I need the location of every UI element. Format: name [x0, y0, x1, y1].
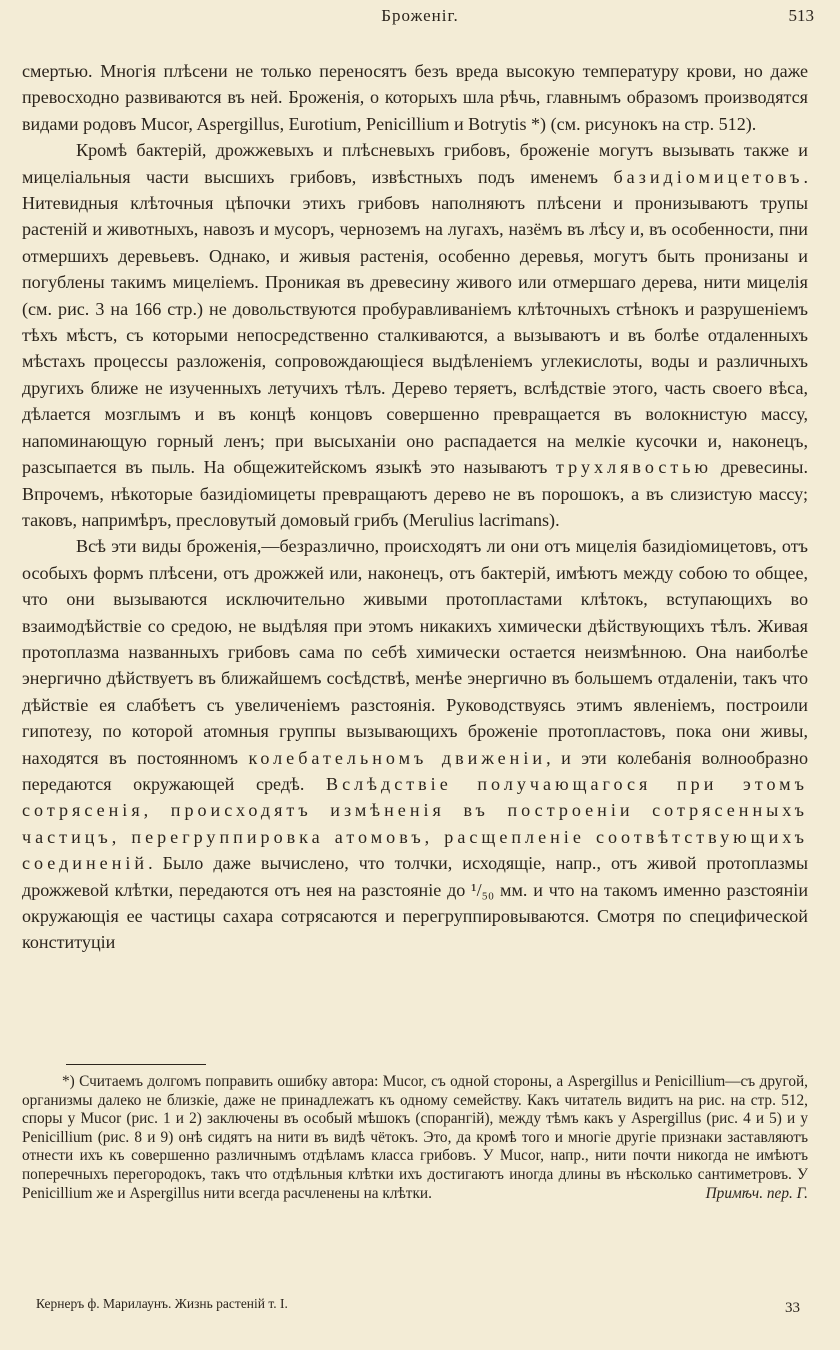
paragraph-1: смертью. Многія плѣсени не только переносятъ безъ вреда высокую температуру крови, но даже превосходно развиваются въ ней. Броженія, о которыхъ шла рѣчь, главнымъ образомъ производятся видами родовъ Mucor, Aspergillus, Eurotium, Penicillium и Botrytis *) (см. рисунокъ на стр. 512). — [22, 61, 808, 134]
spaced-term-oscillation: колебательномъ движеніи — [248, 747, 547, 768]
paragraph-3-part-b: , и эти колебанія волнообразно передаются окружающей средѣ. — [22, 747, 809, 794]
footnote-rule — [66, 1064, 206, 1065]
spaced-term-basidiomycetes: базидіомицетовъ — [613, 166, 804, 187]
paragraph-3 — [22, 533, 808, 956]
footnote — [22, 1073, 808, 1203]
running-header — [22, 6, 818, 28]
sheet-number: 33 — [785, 1300, 800, 1316]
page-number: 513 — [788, 6, 814, 25]
spaced-term-shaking: Вслѣдствіе получающагося при этомъ сотрясенія, происходятъ измѣненія въ построеніи сотрясенныхъ частицъ, перегруппировка атомовъ, расщепленіе соотвѣтствующихъ соединеній — [22, 773, 808, 874]
footnote-text: *) Считаемъ долгомъ поправить ошибку автора: Mucor, съ одной стороны, а Aspergillus и Penicillium—съ другой, организмы далеко не близкіе, даже не принадлежатъ къ одному семейству. Какъ читатель видитъ на рис. на стр. 512, споры у Mucor (рис. 1 и 2) заключены въ особый мѣшокъ (спорангій), между тѣмъ какъ у Aspergillus (рис. 4 и 5) и у Penicillium (рис. 8 и 9) онѣ сидятъ на нити въ видѣ чётокъ. Это, да кромѣ того и многіе другіе признаки заставляютъ отнести ихъ къ совершенно различнымъ отдѣламъ класса грибовъ. У Mucor, напр., нити почти никогда не имѣютъ поперечныхъ перегородокъ, такъ что отдѣльныя клѣтки ихъ достигаютъ иногда длины въ нѣсколько сантиметровъ. У Penicillium же и Aspergillus нити всегда расчленены на клѣтки. — [22, 1073, 808, 1202]
paragraph-3-part-c: . Было даже вычислено, что толчки, исходящіе, напр., отъ живой протоплазмы дрожжевой клѣтки, передаются отъ нея на разстояніе до ¹/₅₀ мм. и что на такомъ именно разстояніи окружающія ее частицы сахара сотрясаются и перегруппировываются. Смотря по специфической конституціи — [22, 853, 808, 953]
spaced-term-rot: трухлявостью — [556, 457, 713, 478]
paragraph-2-part-a: Кромѣ бактерій, дрожжевыхъ и плѣсневыхъ грибовъ, броженіе могутъ вызывать также и мицеліальныя части высшихъ грибовъ, извѣстныхъ подъ именемъ — [22, 140, 808, 187]
book-signature-line: Кернеръ ф. Марилаунъ. Жизнь растеній т. I. — [36, 1296, 288, 1311]
paragraph-2 — [22, 137, 808, 533]
paragraph-2-part-c: древесины. Впрочемъ, нѣкоторые базидіомицеты превращаютъ дерево не въ порошокъ, а въ слизистую массу; таковъ, напримѣръ, пресловутый домовый грибъ (Merulius lacrimans). — [22, 457, 808, 530]
running-title: Броженіг. — [381, 6, 459, 25]
footnote-signature: Примѣч. пер. Г. — [705, 1184, 808, 1202]
main-text — [22, 58, 808, 956]
paragraph-3-part-a: Всѣ эти виды броженія,—безразлично, происходятъ ли они отъ мицелія базидіомицетовъ, отъ особыхъ формъ плѣсени, отъ дрожжей или, наконецъ, отъ бактерій, имѣютъ между собою то общее, что они вызываются исключительно живыми протопластами клѣтокъ, вступающихъ во взаимодѣйствіе со средою, не выдѣляя при этомъ никакихъ химически дѣйствующихъ тѣлъ. Живая протоплазма названныхъ грибовъ сама по себѣ химически остается неизмѣнною. Она наиболѣе энергично дѣйствуетъ въ ближайшемъ сосѣдствѣ, менѣе энергично въ большемъ отдаленіи, такъ что дѣйствіе ея слабѣетъ съ увеличеніемъ разстоянія. Руководствуясь этимъ явленіемъ, построили гипотезу, по которой атомныя группы вызывающихъ броженіе протопластовъ, пока они живы, находятся въ постоянномъ — [22, 536, 808, 768]
page-footer — [36, 1296, 800, 1316]
paragraph-2-part-b: . Нитевидныя клѣточныя цѣпочки этихъ грибовъ наполняютъ плѣсени и пронизываютъ трупы растеній и животныхъ, навозъ и мусоръ, черноземъ на лугахъ, назёмъ въ лѣсу и, въ особенности, пни отмершихъ деревьевъ. Однако, и живыя растенія, особенно деревья, могутъ быть пронизаны и погублены такимъ мицеліемъ. Проникая въ древесину живого или отмершаго дерева, нити мицелія (см. рис. 3 на 166 стр.) не довольствуются пробуравливаніемъ клѣточныхъ стѣнокъ и разрушеніемъ тѣхъ мѣстъ, съ которыми непосредственно сталкиваются, а вызываютъ и въ болѣе отдаленныхъ мѣстахъ процессы разложенія, сопровождающіеся выдѣленіемъ углекислоты, воды и различныхъ другихъ ближе не изученныхъ летучихъ тѣлъ. Дерево теряетъ, вслѣдствіе этого, часть своего вѣса, дѣлается мозглымъ и въ концѣ концовъ совершенно превращается въ волокнистую массу, напоминающую горный ленъ; при высыханіи оно распадается на мелкіе кусочки и, наконецъ, разсыпается въ пыль. На общежитейскомъ языкѣ это называютъ — [22, 166, 808, 478]
